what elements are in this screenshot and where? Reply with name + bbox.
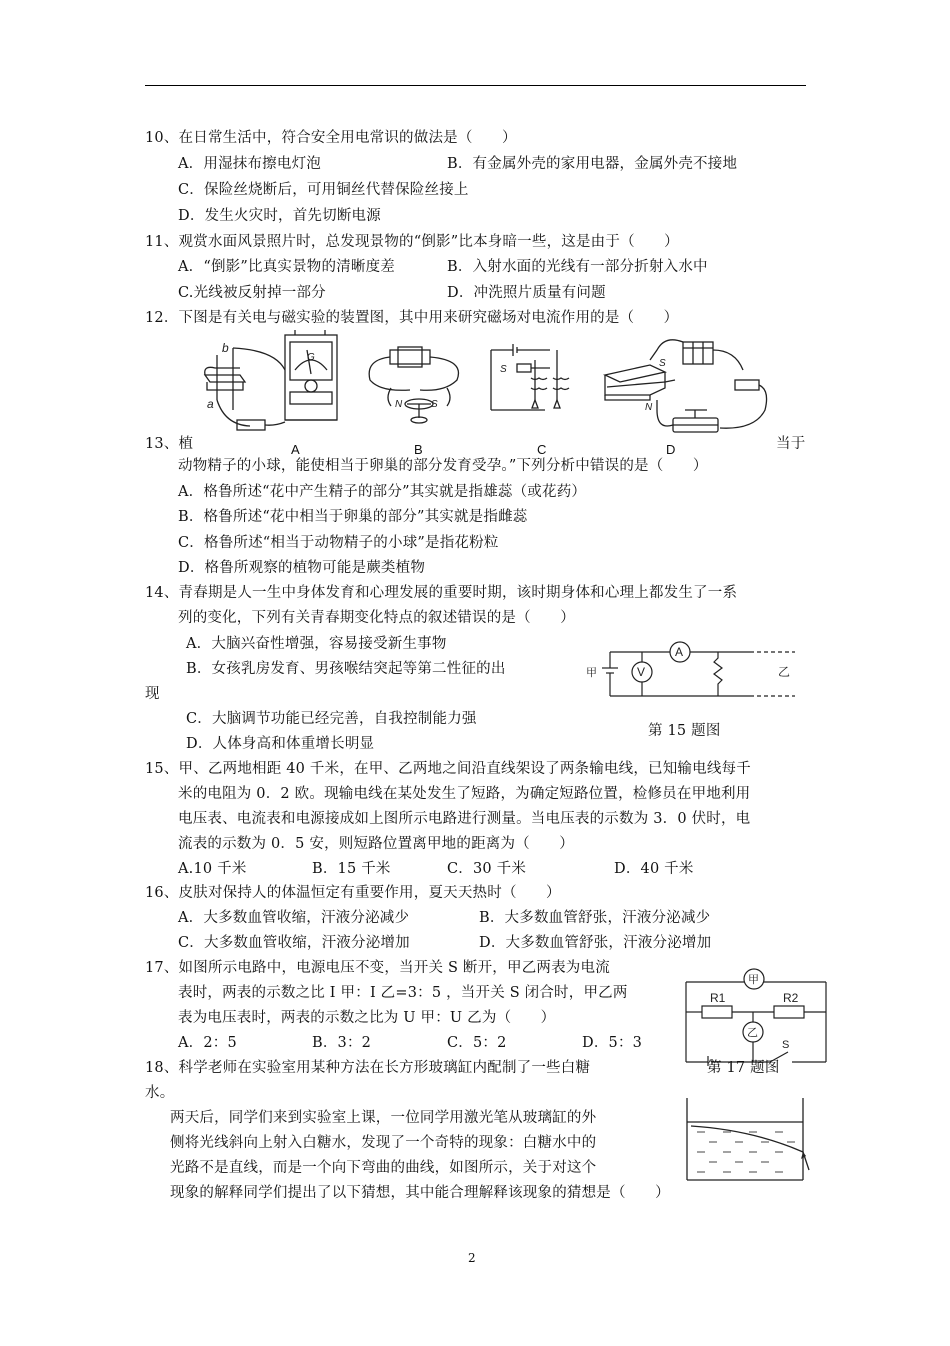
q12-figure-label-b: B <box>414 442 423 457</box>
q17-option-d: D．5：3 <box>582 1035 643 1051</box>
label-mark-a: a <box>207 397 214 411</box>
q12-figure-label-a: A <box>291 442 300 457</box>
page-number: 2 <box>468 1251 476 1265</box>
q13-option-c: C．格鲁所述“相当于动物精子的小球”是指花粉粒 <box>178 535 499 551</box>
q15-option-c: C．30 千米 <box>447 861 527 877</box>
q13-option-d: D．格鲁所观察的植物可能是蕨类植物 <box>178 560 426 576</box>
q13-stem-start: 13、植 <box>145 436 194 452</box>
q12-figure-label-c: C <box>537 442 547 457</box>
meter-yi-symbol: 乙 <box>747 1027 758 1039</box>
q18-stem-line3: 两天后，同学们来到实验室上课，一位同学用激光笔从玻璃缸的外 <box>170 1110 597 1126</box>
ammeter-symbol: A <box>675 645 684 659</box>
q18-stem-line1: 18、科学老师在实验室用某种方法在长方形玻璃缸内配制了一些白糖 <box>145 1060 591 1076</box>
q11-option-b: B．入射水面的光线有一部分折射入水中 <box>447 259 708 275</box>
q15-option-a: A.10 千米 <box>178 861 247 877</box>
q15-option-d: D．40 千米 <box>614 861 694 877</box>
q16-option-b: B．大多数血管舒张，汗液分泌减少 <box>479 910 711 926</box>
q16-option-d: D．大多数血管舒张，汗液分泌增加 <box>479 935 712 951</box>
q14-option-b: B．女孩乳房发育、男孩喉结突起等第二性征的出 <box>186 661 506 677</box>
resistor-r1-label: R1 <box>710 991 726 1005</box>
q10-option-b: B．有金属外壳的家用电器，金属外壳不接地 <box>447 156 738 172</box>
q15-figure-caption: 第 15 题图 <box>648 723 721 739</box>
q18-glass-tank-figure <box>683 1096 813 1182</box>
q10-option-c: C．保险丝烧断后，可用铜丝代替保险丝接上 <box>178 182 469 198</box>
q18-stem-line6: 现象的解释同学们提出了以下猜想，其中能合理解释该现象的猜想是（ ） <box>170 1185 670 1201</box>
q17-stem-line2: 表时，两表的示数之比 I 甲：I 乙=3：5 ，当开关 S 闭合时，甲乙两 <box>178 985 628 1001</box>
compass-mark-s: S <box>431 399 438 410</box>
q12-apparatus-figure <box>195 330 775 458</box>
resistor-r2-label: R2 <box>783 991 799 1005</box>
q17-circuit-figure <box>680 966 830 1066</box>
q15-option-b: B．15 千米 <box>312 861 391 877</box>
q17-stem-line3: 表为电压表时，两表的示数之比为 U 甲：U 乙为（ ） <box>178 1010 556 1026</box>
switch-mark-s: S <box>500 364 507 375</box>
q18-stem-line5: 光路不是直线，而是一个向下弯曲的曲线，如图所示，关于对这个 <box>170 1160 597 1176</box>
q13-option-b: B．格鲁所述“花中相当于卵巢的部分”其实就是指雌蕊 <box>178 509 528 525</box>
q15-circuit-figure <box>580 638 806 702</box>
q12-figure-label-d: D <box>666 442 676 457</box>
galvanometer-mark: G <box>307 352 315 363</box>
location-jia-label: 甲 <box>586 667 597 679</box>
header-rule <box>145 85 806 86</box>
q17-option-c: C．5：2 <box>447 1035 507 1051</box>
q17-option-b: B．3：2 <box>312 1035 372 1051</box>
q17-stem-line1: 17、如图所示电路中，电源电压不变，当开关 S 断开，甲乙两表为电流 <box>145 960 610 976</box>
q18-stem-line4: 侧将光线斜向上射入白糖水，发现了一个奇特的现象：白糖水中的 <box>170 1135 597 1151</box>
q11-option-a: A．“倒影”比真实景物的清晰度差 <box>178 259 395 275</box>
q10-stem: 10、在日常生活中，符合安全用电常识的做法是（ ） <box>145 130 517 146</box>
compass-mark-n: N <box>395 399 403 410</box>
q16-option-a: A．大多数血管收缩，汗液分泌减少 <box>178 910 410 926</box>
q13-option-a: A．格鲁所述“花中产生精子的部分”其实就是指雄蕊（或花药） <box>178 484 587 500</box>
q15-stem-line4: 流表的示数为 0．5 安，则短路位置离甲地的距离为（ ） <box>178 836 574 852</box>
q10-option-a: A．用湿抹布擦电灯泡 <box>178 156 321 172</box>
voltmeter-symbol: V <box>637 665 646 679</box>
q14-option-c: C．大脑调节功能已经完善，自我控制能力强 <box>186 711 477 727</box>
q16-stem: 16、皮肤对保持人的体温恒定有重要作用，夏天天热时（ ） <box>145 885 561 901</box>
q13-stem-end: 当于 <box>776 436 806 452</box>
q16-option-c: C．大多数血管收缩，汗液分泌增加 <box>178 935 410 951</box>
q17-option-a: A．2：5 <box>178 1035 237 1051</box>
q14-stem-line1: 14、青春期是人一生中身体发育和心理发展的重要时期，该时期身体和心理上都发生了一系 <box>145 585 738 601</box>
location-yi-label: 乙 <box>778 665 791 679</box>
q18-stem-line2: 水。 <box>145 1085 175 1101</box>
q15-stem-line1: 15、甲、乙两地相距 40 千米，在甲、乙两地之间沿直线架设了两条输电线，已知输电线每千 <box>145 761 751 777</box>
q11-option-d: D．冲洗照片质量有问题 <box>447 285 606 301</box>
q12-stem: 12．下图是有关电与磁实验的装置图，其中用来研究磁场对电流作用的是（ ） <box>145 310 679 326</box>
switch-s-label: S <box>782 1039 790 1051</box>
meter-jia-symbol: 甲 <box>748 974 759 986</box>
q14-option-b-continued: 现 <box>145 686 160 702</box>
q14-option-a: A．大脑兴奋性增强，容易接受新生事物 <box>186 636 447 652</box>
q14-option-d: D．人体身高和体重增长明显 <box>186 736 375 752</box>
q17-figure-caption: 第 17 题图 <box>707 1060 780 1076</box>
magnet-mark-n: N <box>645 402 653 413</box>
q11-stem: 11、观赏水面风景照片时，总发现景物的“倒影”比本身暗一些，这是由于（ ） <box>145 234 679 250</box>
q15-stem-line2: 米的电阻为 0．2 欧。现输电线在某处发生了短路，为确定短路位置，检修员在甲地利用 <box>178 786 751 802</box>
label-mark-b: b <box>222 341 229 355</box>
q15-stem-line3: 电压表、电流表和电源接成如上图所示电路进行测量。当电压表的示数为 3．0 伏时，电 <box>178 811 751 827</box>
q14-stem-line2: 列的变化，下列有关青春期变化特点的叙述错误的是（ ） <box>178 610 575 626</box>
q11-option-c: C.光线被反射掉一部分 <box>178 285 326 301</box>
q13-line2: 动物精子的小球，能使相当于卵巢的部分发育受孕。”下列分析中错误的是（ ） <box>178 458 708 474</box>
q10-option-d: D．发生火灾时，首先切断电源 <box>178 208 381 224</box>
magnet-mark-s: S <box>659 358 666 369</box>
